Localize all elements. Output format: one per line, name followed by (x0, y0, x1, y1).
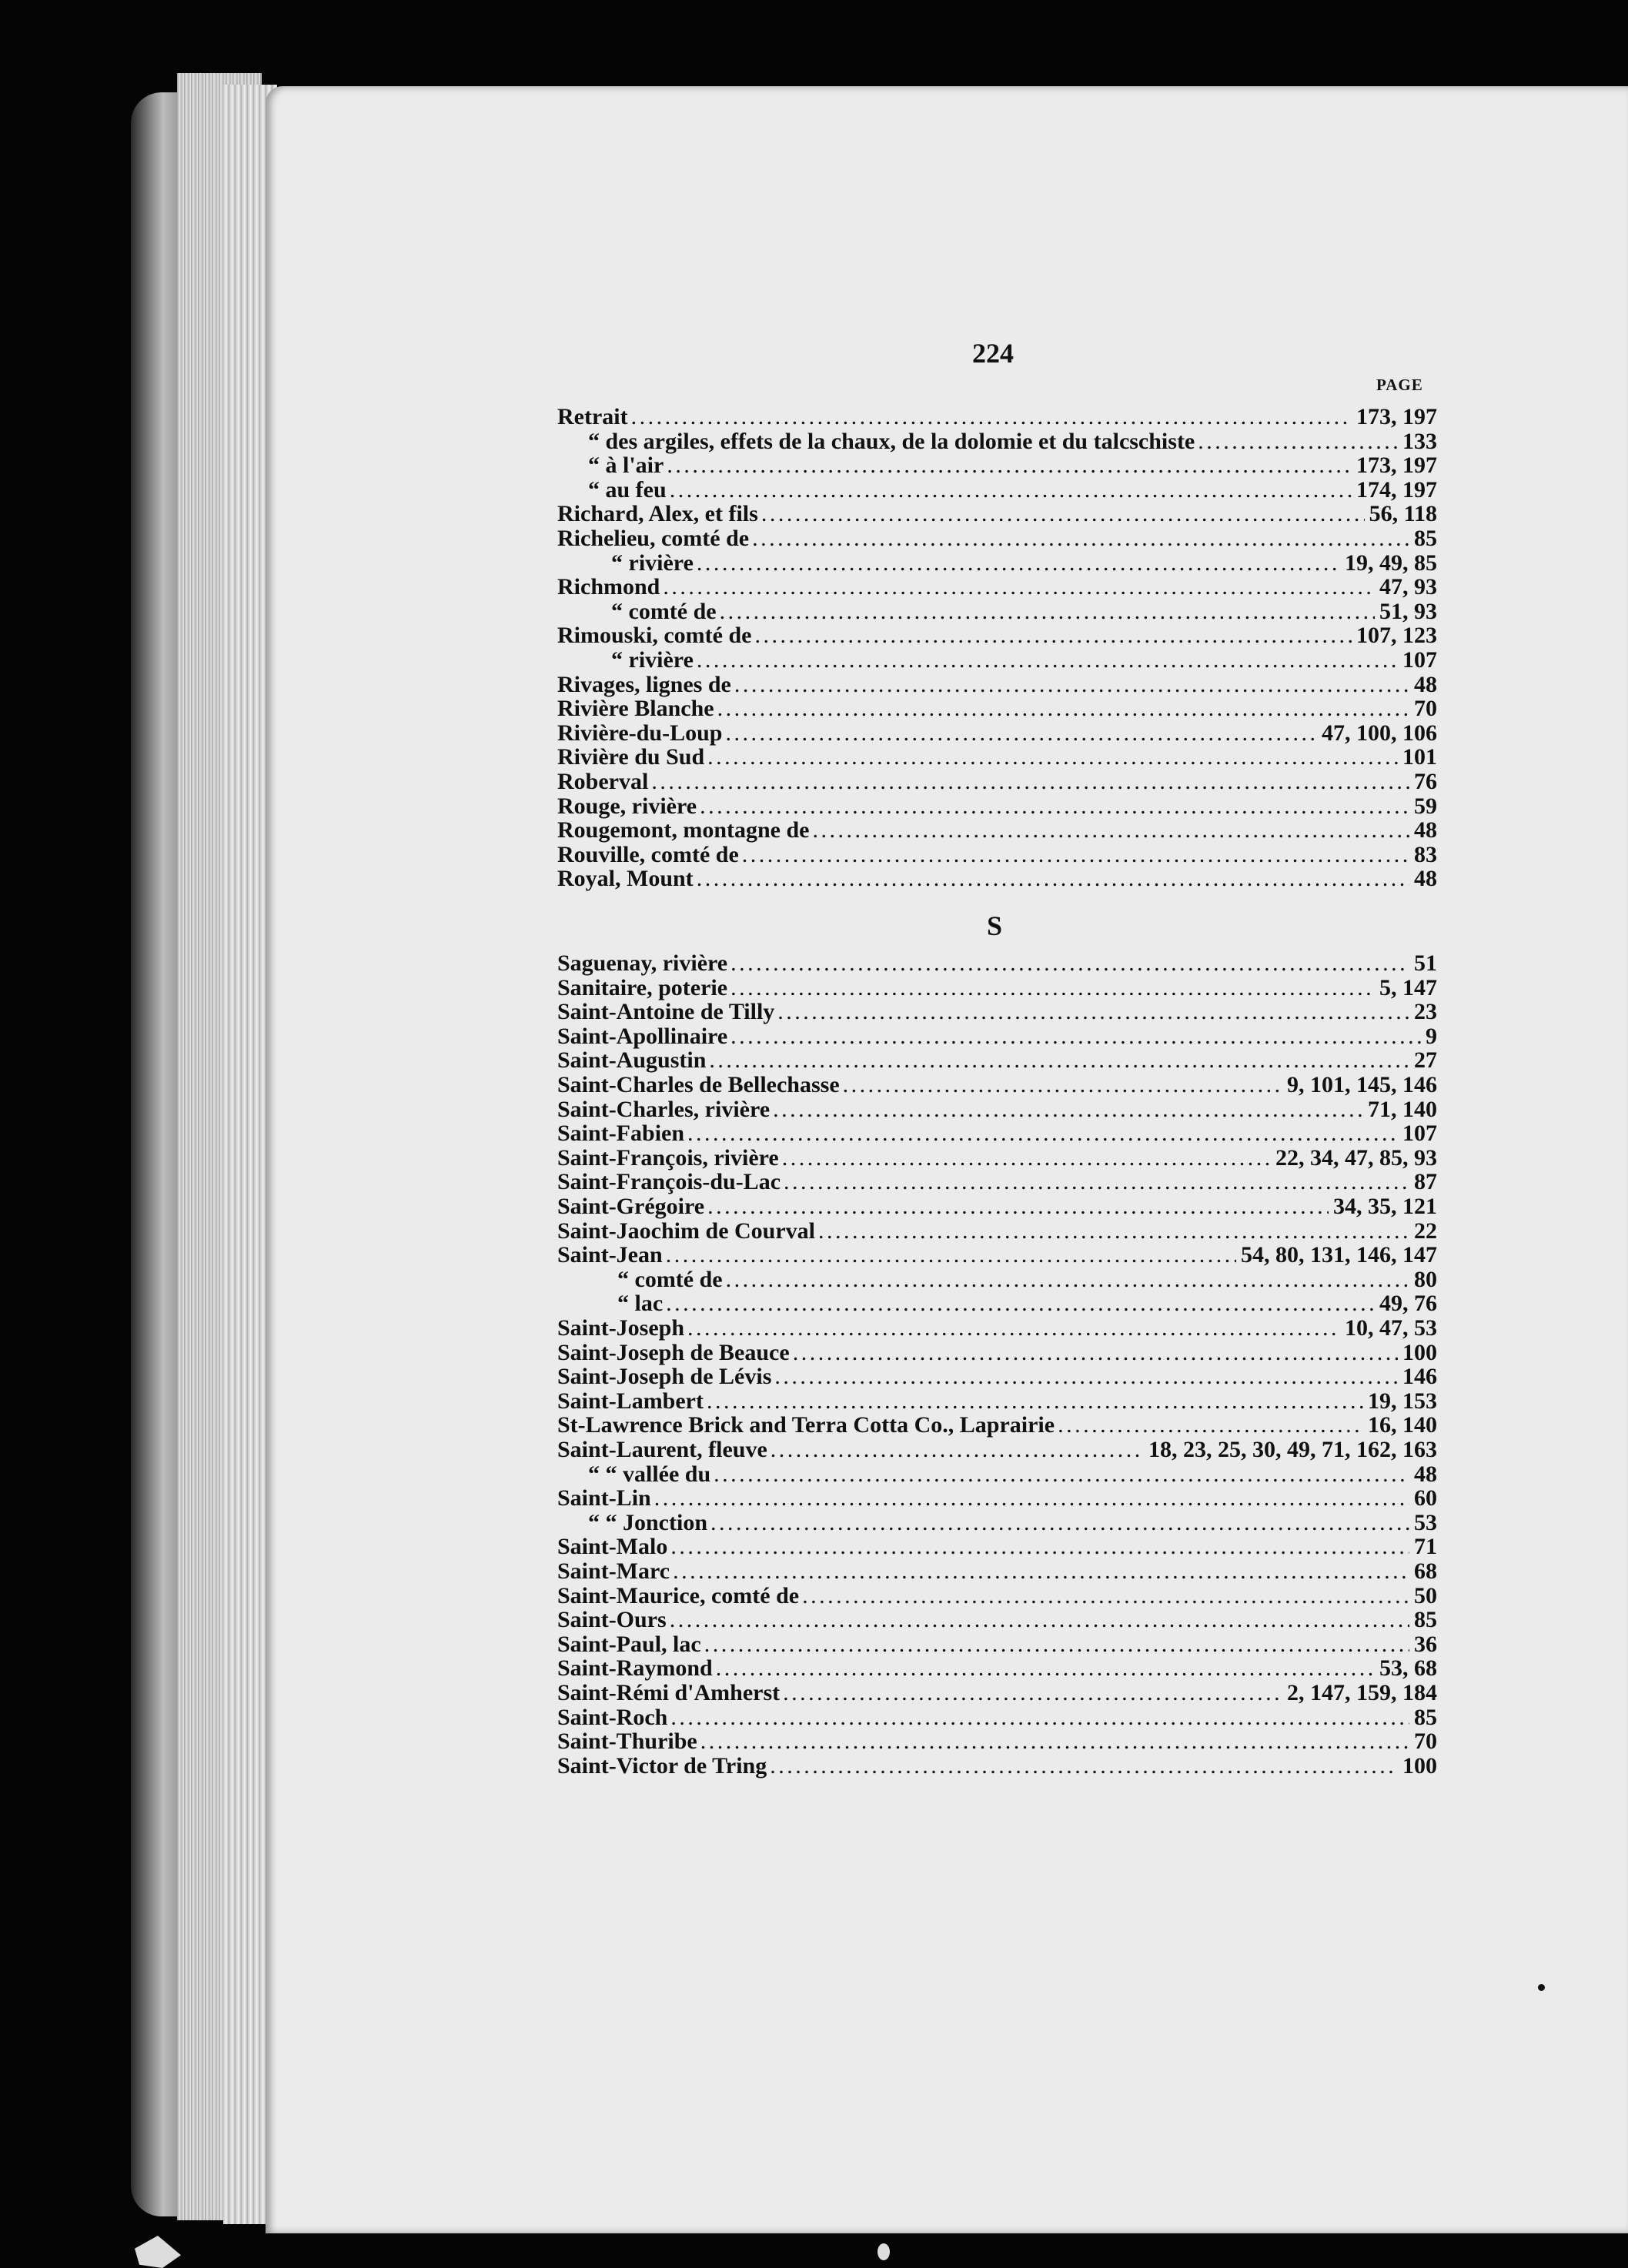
entry-pages: 47, 100, 106 (1322, 720, 1437, 746)
dot-leader (707, 1389, 1363, 1414)
entry-label: Rivière Blanche (557, 696, 714, 722)
entry-pages: 16, 140 (1368, 1412, 1437, 1438)
entry-label: Saint-Joseph (557, 1315, 685, 1341)
entry-pages: 173, 197 (1356, 453, 1437, 479)
dot-leader (730, 976, 1375, 1000)
entry-label: Rouge, rivière (557, 793, 697, 819)
entry-pages: 71, 140 (1368, 1096, 1437, 1122)
entry-pages: 19, 49, 85 (1345, 549, 1437, 576)
entry-pages: 60 (1414, 1485, 1437, 1511)
entry-label: “ rivière (611, 647, 694, 673)
entry-pages: 107, 123 (1356, 623, 1437, 649)
index-entry (557, 575, 1437, 600)
dot-leader (773, 1097, 1363, 1122)
entry-pages: 173, 197 (1356, 404, 1437, 429)
entry-pages: 107 (1402, 1121, 1437, 1147)
index-entry (557, 721, 1437, 746)
entry-label: Saint-Charles de Bellechasse (557, 1072, 840, 1097)
dot-leader (697, 648, 1398, 673)
dot-leader (782, 1146, 1271, 1171)
index-entry (557, 1511, 1437, 1535)
index-entry (557, 1559, 1437, 1584)
entry-pages: 146 (1402, 1364, 1437, 1390)
dot-leader (770, 1754, 1398, 1779)
dot-leader (707, 1194, 1329, 1219)
dot-leader (730, 951, 1409, 976)
dot-leader (700, 1729, 1409, 1754)
entry-label: Richelieu, comté de (557, 526, 750, 551)
entry-label: “ comté de (617, 1266, 723, 1292)
dot-leader (720, 600, 1375, 624)
entry-pages: 54, 80, 131, 146, 147 (1241, 1242, 1437, 1268)
column-header-page: PAGE (1376, 376, 1423, 394)
entry-label: Saint-Lambert (557, 1388, 704, 1414)
entry-label: “ “ Jonction (588, 1509, 708, 1535)
index-entry (557, 1170, 1437, 1194)
entry-pages: 48 (1414, 671, 1437, 697)
index-entry (557, 673, 1437, 697)
dot-leader (717, 696, 1409, 721)
dot-leader (771, 1438, 1144, 1462)
entry-label: Saint-Malo (557, 1534, 668, 1560)
entry-pages: 70 (1414, 696, 1437, 722)
entry-pages: 80 (1414, 1266, 1437, 1292)
entry-pages: 107 (1402, 647, 1437, 673)
dot-leader (818, 1219, 1409, 1244)
entry-label: Rivière-du-Loup (557, 720, 723, 746)
entry-pages: 85 (1414, 1607, 1437, 1633)
entry-label: Saint-Victor de Tring (557, 1752, 767, 1779)
entry-label: Saint-Paul, lac (557, 1631, 701, 1657)
dot-leader (752, 526, 1409, 551)
index-entry (557, 1024, 1437, 1049)
index-entry (557, 770, 1437, 794)
index-entry (557, 1632, 1437, 1657)
index-entry (557, 1364, 1437, 1389)
entry-label: Roberval (557, 769, 649, 794)
index-entry (557, 1584, 1437, 1608)
entry-label: Saint-Raymond (557, 1655, 713, 1682)
dot-leader (667, 453, 1352, 478)
entry-label: Richard, Alex, et fils (557, 501, 758, 527)
entry-pages: 71 (1414, 1534, 1437, 1560)
scan-artifact (135, 2236, 181, 2268)
entry-pages: 22, 34, 47, 85, 93 (1275, 1144, 1437, 1171)
index-entry (557, 1243, 1437, 1268)
entry-label: Saint-Apollinaire (557, 1023, 728, 1049)
dot-leader (670, 1535, 1409, 1559)
index-entry (557, 1048, 1437, 1073)
index-entry (557, 745, 1437, 770)
dot-leader (813, 818, 1410, 843)
entry-label: “ comté de (611, 598, 717, 624)
index-entry (557, 1097, 1437, 1122)
entry-label: Saint-Antoine de Tilly (557, 999, 775, 1025)
entry-label: “ des argiles, effets de la chaux, de la dolomie et du talcschiste (588, 428, 1195, 454)
index-entry (557, 1219, 1437, 1244)
dot-leader (673, 1559, 1409, 1584)
entry-pages: 36 (1414, 1631, 1437, 1657)
entry-pages: 85 (1414, 526, 1437, 551)
entry-pages: 34, 35, 121 (1333, 1194, 1437, 1219)
entry-label: Rouville, comté de (557, 841, 739, 867)
entry-label: Rougemont, montagne de (557, 817, 810, 843)
dot-leader (725, 721, 1317, 746)
section-letter: S (987, 910, 1003, 941)
index-entry (557, 526, 1437, 551)
entry-pages: 100 (1402, 1752, 1437, 1779)
entry-label: Saint-Joseph de Beauce (557, 1339, 790, 1365)
dot-leader (783, 1681, 1282, 1705)
dot-leader (726, 1268, 1409, 1292)
dot-leader (709, 1048, 1409, 1073)
entry-pages: 9 (1426, 1023, 1437, 1049)
dot-leader (704, 1632, 1409, 1657)
index-entry (557, 1438, 1437, 1462)
entry-label: Saint-Augustin (557, 1047, 707, 1074)
index-entry (557, 843, 1437, 867)
entry-pages: 83 (1414, 841, 1437, 867)
entry-pages: 48 (1414, 1461, 1437, 1487)
entry-pages: 48 (1414, 817, 1437, 843)
entry-label: Saint-Ours (557, 1607, 667, 1633)
dot-leader (670, 1608, 1409, 1632)
entry-label: “ au feu (588, 476, 667, 503)
entry-label: Saint-Grégoire (557, 1194, 705, 1219)
dot-leader (734, 673, 1409, 697)
entry-pages: 49, 76 (1379, 1291, 1437, 1317)
index-entry (557, 1073, 1437, 1097)
entry-label: Saint-Laurent, fleuve (557, 1437, 767, 1462)
entry-label: Saint-François, rivière (557, 1144, 779, 1171)
index-entry (557, 478, 1437, 503)
index-entry (557, 1291, 1437, 1316)
dot-leader (651, 770, 1409, 794)
index-entry (557, 1535, 1437, 1559)
dot-leader (1198, 429, 1398, 454)
dot-leader (654, 1486, 1409, 1511)
index-entry (557, 1268, 1437, 1292)
entry-label: St-Lawrence Brick and Terra Cotta Co., Laprairie (557, 1412, 1055, 1438)
entry-pages: 174, 197 (1356, 476, 1437, 503)
entry-label: Saint-Joseph de Lévis (557, 1364, 772, 1390)
dot-leader (777, 1000, 1409, 1024)
dot-leader (774, 1364, 1398, 1389)
entry-label: Saguenay, rivière (557, 950, 728, 976)
index-entry (557, 453, 1437, 478)
index-entry (557, 1705, 1437, 1730)
index-entry (557, 648, 1437, 673)
dot-leader (697, 551, 1340, 576)
entry-pages: 70 (1414, 1729, 1437, 1755)
index-entry (557, 1608, 1437, 1632)
index-entry (557, 1194, 1437, 1219)
dot-leader (631, 405, 1352, 429)
entry-label: Rivière du Sud (557, 744, 705, 770)
entry-pages: 9, 101, 145, 146 (1287, 1072, 1437, 1097)
entry-pages: 59 (1414, 793, 1437, 819)
dot-leader (670, 478, 1352, 503)
dot-leader (663, 575, 1375, 600)
entry-pages: 50 (1414, 1582, 1437, 1608)
entry-pages: 133 (1402, 428, 1437, 454)
dot-leader (1058, 1413, 1363, 1438)
index-entry (557, 1462, 1437, 1487)
index-entry (557, 1121, 1437, 1146)
index-entry (557, 951, 1437, 976)
entry-pages: 47, 93 (1379, 574, 1437, 600)
entry-label: “ “ vallée du (588, 1461, 711, 1487)
entry-label: Rivages, lignes de (557, 671, 731, 697)
entry-label: Saint-Lin (557, 1485, 651, 1511)
entry-label: “ à l'air (588, 453, 664, 479)
dot-leader (784, 1170, 1409, 1194)
index-entry (557, 429, 1437, 454)
index-entry (557, 1413, 1437, 1438)
dot-leader (707, 745, 1398, 770)
entry-label: Royal, Mount (557, 866, 694, 892)
entry-label: “ rivière (611, 549, 694, 576)
dot-leader (754, 623, 1352, 648)
entry-label: Saint-Rémi d'Amherst (557, 1680, 781, 1705)
entry-label: Rimouski, comté de (557, 623, 752, 649)
dot-leader (687, 1316, 1340, 1341)
dot-leader (716, 1656, 1375, 1681)
dot-leader (843, 1073, 1282, 1097)
entry-pages: 87 (1414, 1169, 1437, 1195)
page-number: 224 (972, 338, 1014, 369)
dot-leader (666, 1243, 1236, 1268)
index-entry (557, 502, 1437, 526)
index-entry (557, 600, 1437, 624)
entry-label: Saint-Roch (557, 1704, 668, 1730)
entry-pages: 23 (1414, 999, 1437, 1025)
dot-leader (730, 1024, 1421, 1049)
entry-pages: 22 (1414, 1218, 1437, 1244)
entry-pages: 10, 47, 53 (1345, 1315, 1437, 1341)
entry-pages: 5, 147 (1379, 974, 1437, 1000)
entry-label: Sanitaire, poterie (557, 974, 728, 1000)
dot-leader (793, 1341, 1398, 1365)
scan-artifact (878, 2243, 890, 2260)
index-entry (557, 1656, 1437, 1681)
entry-pages: 101 (1402, 744, 1437, 770)
entry-pages: 76 (1414, 769, 1437, 794)
entry-label: Saint-Thuribe (557, 1729, 697, 1755)
entry-pages: 85 (1414, 1704, 1437, 1730)
index-entry (557, 1486, 1437, 1511)
dot-leader (714, 1462, 1409, 1487)
entry-label: Saint-Fabien (557, 1121, 685, 1147)
dot-leader (687, 1121, 1398, 1146)
entry-label: Saint-Marc (557, 1558, 670, 1584)
entry-pages: 100 (1402, 1339, 1437, 1365)
entry-pages: 51, 93 (1379, 598, 1437, 624)
index-entry (557, 867, 1437, 891)
entry-pages: 56, 118 (1369, 501, 1437, 527)
entry-pages: 53, 68 (1379, 1655, 1437, 1682)
dot-leader (742, 843, 1409, 867)
entry-label: Saint-Maurice, comté de (557, 1582, 800, 1608)
index-entry (557, 976, 1437, 1000)
entry-pages: 2, 147, 159, 184 (1287, 1680, 1437, 1705)
entry-pages: 27 (1414, 1047, 1437, 1074)
entry-pages: 68 (1414, 1558, 1437, 1584)
dot-leader (697, 867, 1409, 891)
entry-pages: 48 (1414, 866, 1437, 892)
index-entry (557, 1389, 1437, 1414)
entry-label: Saint-Jean (557, 1242, 663, 1268)
dot-leader (761, 502, 1365, 526)
index-entry (557, 1681, 1437, 1705)
dot-leader (666, 1291, 1375, 1316)
entry-pages: 19, 153 (1368, 1388, 1437, 1414)
dot-leader (700, 794, 1409, 819)
entry-label: Richmond (557, 574, 660, 600)
index-entry (557, 818, 1437, 843)
entry-pages: 18, 23, 25, 30, 49, 71, 162, 163 (1148, 1437, 1437, 1462)
index-entry (557, 1754, 1437, 1779)
dot-leader (710, 1511, 1409, 1535)
entry-label: Saint-François-du-Lac (557, 1169, 781, 1195)
index-entry (557, 1341, 1437, 1365)
index-entry (557, 405, 1437, 429)
dot-leader (670, 1705, 1409, 1730)
index-entry (557, 1729, 1437, 1754)
entry-pages: 51 (1414, 950, 1437, 976)
dot-leader (802, 1584, 1409, 1608)
entry-label: “ lac (617, 1291, 664, 1317)
index-entry (557, 623, 1437, 648)
entry-pages: 53 (1414, 1509, 1437, 1535)
entry-label: Saint-Jaochim de Courval (557, 1218, 816, 1244)
index-entry (557, 551, 1437, 576)
index-entry (557, 696, 1437, 721)
index-entry (557, 1146, 1437, 1171)
entry-label: Saint-Charles, rivière (557, 1096, 771, 1122)
index-entry (557, 1000, 1437, 1024)
index-entry (557, 1316, 1437, 1341)
entry-label: Retrait (557, 404, 628, 429)
index-entry (557, 794, 1437, 819)
scan-speck (1538, 1984, 1545, 1991)
